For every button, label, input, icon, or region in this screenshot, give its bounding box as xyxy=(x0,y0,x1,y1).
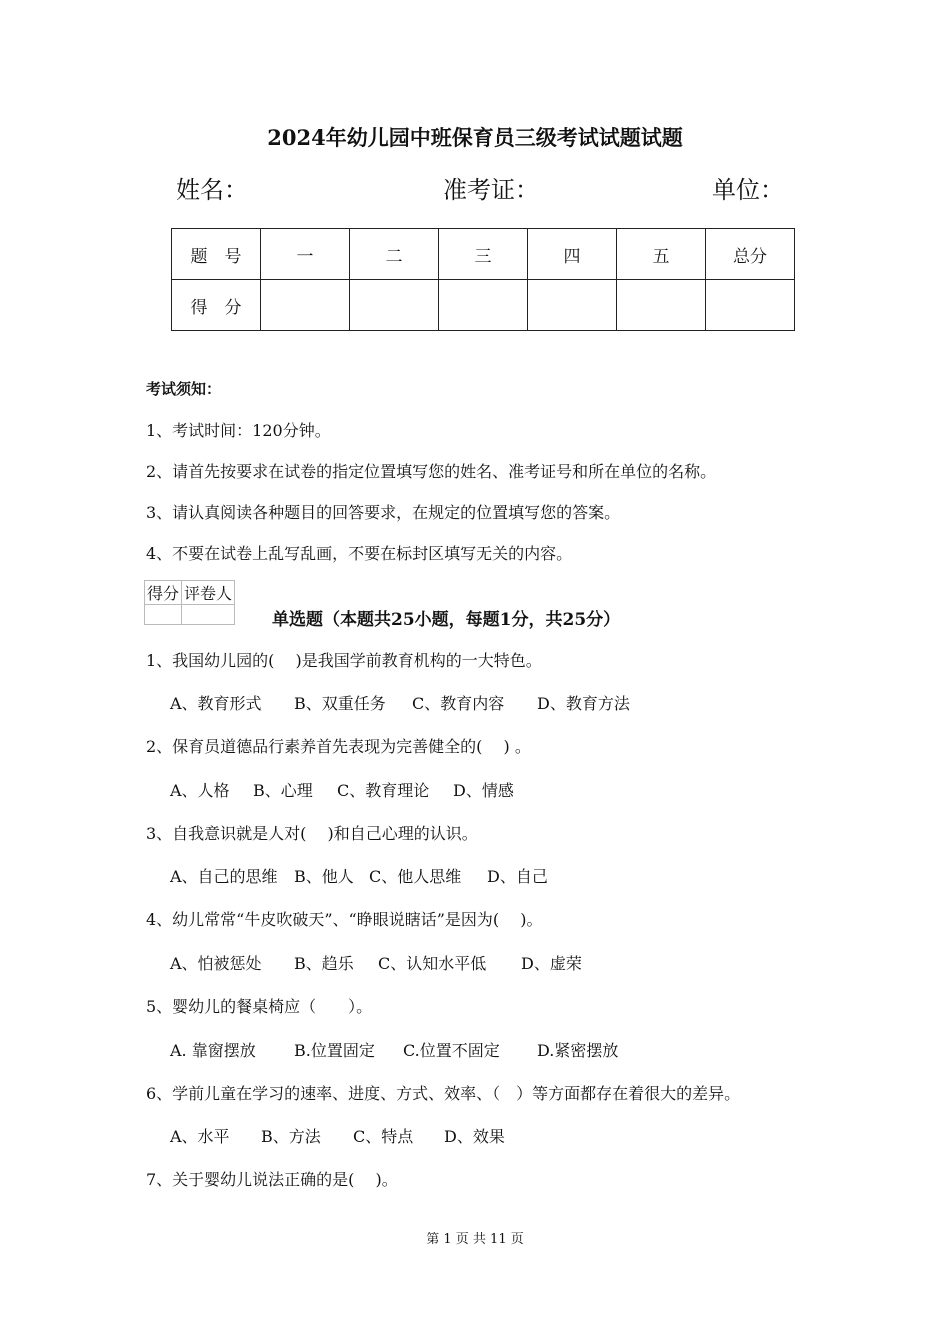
option[interactable]: A、水平 xyxy=(170,1127,230,1146)
question-options xyxy=(170,1038,618,1061)
score-cell-header: 一 xyxy=(261,229,350,280)
option[interactable]: D、效果 xyxy=(444,1127,505,1146)
option[interactable]: D、情感 xyxy=(453,781,514,800)
name-field-label: 姓名： xyxy=(176,176,248,204)
option[interactable]: A、人格 xyxy=(170,781,230,800)
score-cell-header: 总分 xyxy=(706,229,795,280)
score-cell-header: 题 号 xyxy=(172,229,261,280)
option[interactable]: A、怕被惩处 xyxy=(170,954,262,973)
question-options xyxy=(170,691,630,714)
score-cell-header: 二 xyxy=(350,229,439,280)
unit-field-label: 单位： xyxy=(712,176,784,204)
score-cell-header: 三 xyxy=(439,229,528,280)
score-cell-blank[interactable] xyxy=(706,280,795,331)
option[interactable]: D、自己 xyxy=(487,867,548,886)
question-text: 4、幼儿常常“牛皮吹破天”、“睁眼说瞎话”是因为( )。 xyxy=(146,910,543,929)
option[interactable]: B、方法 xyxy=(261,1127,321,1146)
question-options xyxy=(170,951,582,974)
option[interactable]: D、虚荣 xyxy=(521,954,582,973)
exam-title: 2024年幼儿园中班保育员三级考试试题试题 xyxy=(267,125,683,150)
option[interactable]: C、特点 xyxy=(353,1127,414,1146)
grader-reviewer-label: 评卷人 xyxy=(182,581,235,605)
notice-heading: 考试须知： xyxy=(146,380,222,398)
notice-item: 2、请首先按要求在试卷的指定位置填写您的姓名、准考证号和所在单位的名称。 xyxy=(146,462,717,481)
option[interactable]: B、心理 xyxy=(253,781,313,800)
score-cell-blank[interactable] xyxy=(439,280,528,331)
score-cell-blank[interactable] xyxy=(528,280,617,331)
question-text: 2、保育员道德品行素养首先表现为完善健全的( ) 。 xyxy=(146,737,531,756)
score-cell-blank[interactable] xyxy=(261,280,350,331)
option[interactable]: B、双重任务 xyxy=(294,694,386,713)
option[interactable]: C、他人思维 xyxy=(369,867,462,886)
question-text: 5、婴幼儿的餐桌椅应（ ）。 xyxy=(146,997,373,1016)
page-footer: 第 1 页 共 11 页 xyxy=(426,1232,524,1247)
grader-score-blank[interactable] xyxy=(145,605,182,625)
question-text: 3、自我意识就是人对( )和自己心理的认识。 xyxy=(146,824,478,843)
score-cell-header: 五 xyxy=(617,229,706,280)
option[interactable]: C、教育理论 xyxy=(337,781,430,800)
option[interactable]: A、教育形式 xyxy=(170,694,262,713)
option[interactable]: A、自己的思维 xyxy=(170,867,278,886)
question-text: 7、关于婴幼儿说法正确的是( )。 xyxy=(146,1170,398,1189)
score-cell-blank[interactable] xyxy=(350,280,439,331)
grader-box xyxy=(144,580,235,625)
option[interactable]: C.位置不固定 xyxy=(403,1041,500,1060)
section-title: 单选题（本题共25小题，每题1分，共25分） xyxy=(272,610,621,630)
notice-item: 3、请认真阅读各种题目的回答要求，在规定的位置填写您的答案。 xyxy=(146,503,621,522)
score-cell-header: 四 xyxy=(528,229,617,280)
notice-item: 1、考试时间：120分钟。 xyxy=(146,421,331,440)
option[interactable]: B.位置固定 xyxy=(294,1041,375,1060)
question-options xyxy=(170,1124,505,1147)
option[interactable]: D.紧密摆放 xyxy=(537,1041,619,1060)
option[interactable]: B、趋乐 xyxy=(294,954,354,973)
exam-number-field-label: 准考证： xyxy=(443,176,539,204)
notice-item: 4、不要在试卷上乱写乱画，不要在标封区填写无关的内容。 xyxy=(146,544,573,563)
option[interactable]: C、教育内容 xyxy=(412,694,505,713)
option[interactable]: A. 靠窗摆放 xyxy=(170,1041,256,1060)
question-options xyxy=(170,778,514,801)
score-table-header-row xyxy=(172,229,795,280)
option[interactable]: D、教育方法 xyxy=(537,694,630,713)
score-table xyxy=(171,228,795,331)
question-text: 6、学前儿童在学习的速率、进度、方式、效率、（ ）等方面都存在着很大的差异。 xyxy=(146,1084,741,1103)
question-text: 1、我国幼儿园的( )是我国学前教育机构的一大特色。 xyxy=(146,651,542,670)
grader-reviewer-blank[interactable] xyxy=(182,605,235,625)
grader-score-label: 得分 xyxy=(145,581,182,605)
option[interactable]: C、认知水平低 xyxy=(378,954,487,973)
score-table-score-row xyxy=(172,280,795,331)
question-options xyxy=(170,864,548,887)
score-row-label: 得 分 xyxy=(172,280,261,331)
option[interactable]: B、他人 xyxy=(294,867,354,886)
score-cell-blank[interactable] xyxy=(617,280,706,331)
